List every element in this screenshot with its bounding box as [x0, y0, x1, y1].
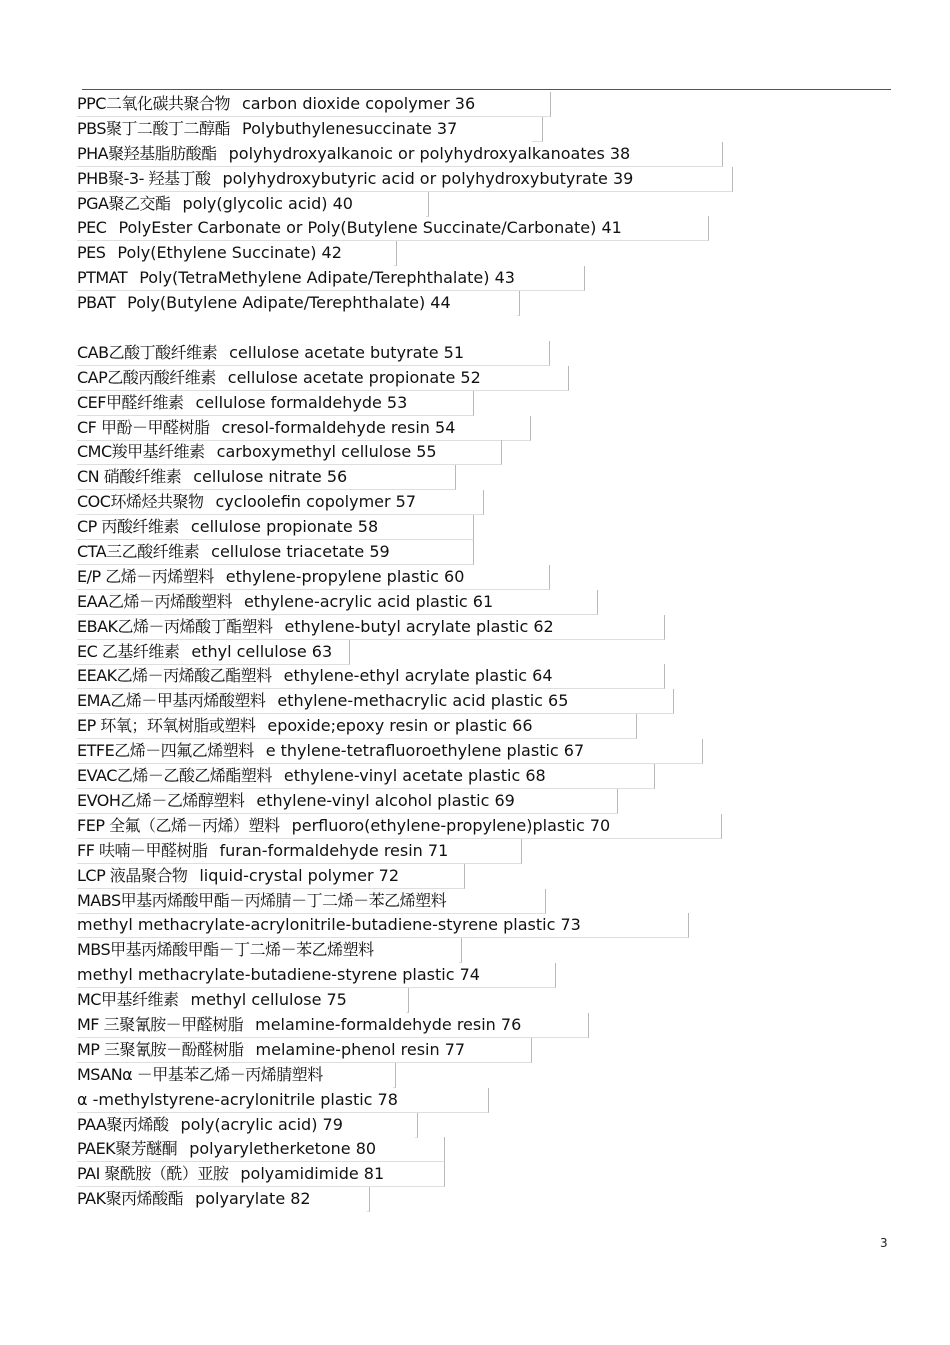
list-item	[77, 416, 897, 441]
term-en: furan-formaldehyde resin 71	[219, 840, 449, 860]
cell-border	[77, 689, 674, 714]
cell-border	[77, 142, 723, 167]
term-cn: MP 三聚氰胺－酚醛树脂	[77, 1039, 244, 1059]
list-item	[77, 1088, 897, 1113]
group-spacer	[77, 316, 897, 341]
term-cn: MBS甲基丙烯酸甲酯－丁二烯－苯乙烯塑料	[77, 940, 374, 960]
cell-border	[77, 465, 456, 490]
term-cn: PHA聚羟基脂肪酸酯	[77, 143, 217, 163]
term-cn: PTMAT	[77, 268, 128, 288]
list-item	[77, 814, 897, 839]
glossary-list	[77, 92, 897, 1212]
term-en: cellulose acetate propionate 52	[227, 367, 481, 387]
term-cn: PES	[77, 243, 106, 263]
list-item	[77, 615, 897, 640]
list-item	[77, 664, 897, 689]
cell-border	[77, 1137, 445, 1162]
term-en: Poly(TetraMethylene Adipate/Terephthalate) 43	[139, 268, 515, 288]
term-en: PolyEster Carbonate or Poly(Butylene Succinate/Carbonate) 41	[118, 218, 622, 238]
list-item	[77, 391, 897, 416]
list-item	[77, 266, 897, 291]
list-item	[77, 540, 897, 565]
term-en: perfluoro(ethylene-propylene)plastic 70	[291, 815, 611, 835]
cell-border	[77, 590, 598, 615]
term-cn: CTA三乙酸纤维素	[77, 542, 200, 562]
cell-border	[77, 540, 474, 565]
list-item	[77, 192, 897, 217]
term-cn: PAK聚丙烯酸酯	[77, 1189, 184, 1209]
list-item	[77, 241, 897, 266]
term-en: melamine-formaldehyde resin 76	[255, 1014, 522, 1034]
list-item	[77, 142, 897, 167]
term-cn: EMA乙烯－甲基丙烯酸塑料	[77, 691, 266, 711]
term-en: poly(glycolic acid) 40	[182, 193, 353, 213]
term-en: ethylene-acrylic acid plastic 61	[243, 591, 494, 611]
list-item	[77, 1013, 897, 1038]
list-item	[77, 938, 897, 963]
term-cn: MC甲基纤维素	[77, 990, 179, 1010]
term-cn: CMC羧甲基纤维素	[77, 442, 205, 462]
term-en: Poly(Ethylene Succinate) 42	[117, 243, 342, 263]
term-en: Polybuthylenesuccinate 37	[242, 118, 458, 138]
list-item	[77, 1187, 897, 1212]
term-en: polyarylate 82	[195, 1189, 311, 1209]
term-cn: CAP乙酸丙酸纤维素	[77, 367, 216, 387]
term-en: ethyl cellulose 63	[191, 641, 333, 661]
cell-border	[517, 291, 520, 316]
cell-border	[77, 615, 665, 640]
list-item	[77, 490, 897, 515]
term-en: carboxymethyl cellulose 55	[216, 442, 437, 462]
cell-border	[77, 664, 665, 689]
cell-border	[77, 366, 569, 391]
list-item	[77, 291, 897, 316]
list-item	[77, 366, 897, 391]
term-en: ethylene-vinyl acetate plastic 68	[283, 766, 546, 786]
term-cn: EAA乙烯－丙烯酸塑料	[77, 591, 232, 611]
list-item	[77, 216, 897, 241]
cell-border	[393, 1063, 396, 1088]
list-item	[77, 963, 897, 988]
term-cn: CEF甲醛纤维素	[77, 392, 184, 412]
term-cn: CF 甲酚－甲醛树脂	[77, 417, 210, 437]
list-item	[77, 789, 897, 814]
term-cn: LCP 液晶聚合物	[77, 865, 188, 885]
list-item	[77, 913, 897, 938]
term-en: melamine-phenol resin 77	[255, 1039, 466, 1059]
term-en: e thylene-tetrafluoroethylene plastic 67	[265, 741, 585, 761]
term-cn: EVAC乙烯－乙酸乙烯酯塑料	[77, 766, 272, 786]
term-cn: E/P 乙烯－丙烯塑料	[77, 566, 214, 586]
term-en: ethylene-methacrylic acid plastic 65	[277, 691, 569, 711]
list-item	[77, 739, 897, 764]
cell-border	[77, 1038, 532, 1063]
term-en: liquid-crystal polymer 72	[199, 865, 399, 885]
term-en: methyl cellulose 75	[190, 990, 347, 1010]
cell-border	[77, 714, 637, 739]
cell-border	[77, 440, 502, 465]
cell-border	[415, 1113, 418, 1138]
term-cn: PPC二氧化碳共聚合物	[77, 94, 230, 113]
term-en: cellulose propionate 58	[190, 517, 379, 537]
cell-border	[77, 490, 484, 515]
term-cn: EC 乙基纤维素	[77, 641, 180, 661]
term-en: polyamidimide 81	[240, 1164, 385, 1184]
cell-border	[77, 565, 550, 590]
list-item	[77, 92, 897, 117]
list-item	[77, 689, 897, 714]
term-en: cycloolefin copolymer 57	[215, 492, 417, 512]
cell-border	[77, 266, 585, 291]
cell-border	[77, 889, 546, 914]
list-item	[77, 465, 897, 490]
term-cn: CN 硝酸纤维素	[77, 467, 182, 487]
term-en: methyl methacrylate-acrylonitrile-butadiene-styrene plastic 73	[77, 915, 581, 935]
term-cn: CAB乙酸丁酸纤维素	[77, 342, 218, 362]
list-item	[77, 988, 897, 1013]
cell-border	[77, 963, 556, 988]
list-item	[77, 341, 897, 366]
term-cn: EEAK乙烯－丙烯酸乙酯塑料	[77, 666, 272, 686]
cell-border	[77, 864, 465, 889]
term-en: cellulose acetate butyrate 51	[229, 342, 464, 362]
term-cn: MF 三聚氰胺－甲醛树脂	[77, 1014, 244, 1034]
list-item	[77, 1113, 897, 1138]
term-cn: MSANα －甲基苯乙烯－丙烯腈塑料	[77, 1064, 323, 1084]
term-cn: PAI 聚酰胺（酰）亚胺	[77, 1164, 229, 1184]
cell-border	[77, 1013, 589, 1038]
term-cn: FF 呋喃－甲醛树脂	[77, 840, 208, 860]
term-en: ethylene-vinyl alcohol plastic 69	[256, 790, 515, 810]
cell-border	[77, 913, 689, 938]
term-en: ethylene-propylene plastic 60	[225, 566, 465, 586]
term-cn: PEC	[77, 218, 107, 238]
cell-border	[77, 640, 350, 665]
cell-border	[77, 216, 709, 241]
list-item	[77, 167, 897, 192]
term-en: Poly(Butylene Adipate/Terephthalate) 44	[127, 293, 451, 313]
list-item	[77, 1137, 897, 1162]
cell-border	[367, 1187, 370, 1212]
list-item	[77, 440, 897, 465]
list-item	[77, 714, 897, 739]
term-en: α -methylstyrene-acrylonitrile plastic 78	[77, 1089, 398, 1109]
term-en: cellulose nitrate 56	[193, 467, 348, 487]
cell-border	[532, 117, 543, 142]
term-cn: PHB聚-3- 羟基丁酸	[77, 168, 211, 188]
term-en: ethylene-butyl acrylate plastic 62	[284, 616, 554, 636]
list-item	[77, 1038, 897, 1063]
list-item	[77, 117, 897, 142]
term-cn: ETFE乙烯－四氟乙烯塑料	[77, 741, 254, 761]
term-en: poly(acrylic acid) 79	[180, 1114, 343, 1134]
page-number: 3	[880, 1236, 888, 1250]
term-cn: PGA聚乙交酯	[77, 193, 171, 213]
term-en: cellulose formaldehyde 53	[195, 392, 408, 412]
cell-border	[77, 789, 618, 814]
term-cn: COC环烯烃共聚物	[77, 492, 204, 512]
cell-border	[394, 241, 397, 266]
term-en: polyhydroxyalkanoic or polyhydroxyalkanoates 38	[228, 143, 631, 163]
cell-border	[77, 814, 722, 839]
cell-border	[77, 92, 551, 117]
term-en: ethylene-ethyl acrylate plastic 64	[283, 666, 553, 686]
list-item	[77, 565, 897, 590]
term-en: cresol-formaldehyde resin 54	[221, 417, 456, 437]
list-item	[77, 889, 897, 914]
term-cn: CP 丙酸纤维素	[77, 517, 179, 537]
term-en: cellulose triacetate 59	[211, 542, 390, 562]
term-en: polyaryletherketone 80	[189, 1139, 377, 1159]
cell-border	[77, 764, 655, 789]
cell-border	[77, 416, 531, 441]
term-cn: FEP 全氟（乙烯－丙烯）塑料	[77, 815, 280, 835]
term-en: epoxide;epoxy resin or plastic 66	[267, 716, 533, 736]
cell-border	[77, 739, 703, 764]
list-item	[77, 1162, 897, 1187]
term-cn: EVOH乙烯－乙烯醇塑料	[77, 790, 245, 810]
cell-border	[77, 341, 550, 366]
list-item	[77, 764, 897, 789]
term-cn: PAEK聚芳醚酮	[77, 1139, 178, 1159]
cell-border	[77, 391, 474, 416]
list-item	[77, 864, 897, 889]
cell-border	[77, 515, 474, 540]
cell-border	[77, 167, 733, 192]
cell-border	[77, 1162, 445, 1187]
list-item	[77, 590, 897, 615]
cell-border	[77, 1088, 489, 1113]
term-en: polyhydroxybutyric acid or polyhydroxybutyrate 39	[222, 168, 634, 188]
term-cn: MABS甲基丙烯酸甲酯－丙烯腈－丁二烯－苯乙烯塑料	[77, 890, 447, 910]
list-item	[77, 640, 897, 665]
header-rule	[82, 89, 891, 90]
cell-border	[77, 839, 522, 864]
cell-border	[406, 988, 409, 1013]
list-item	[77, 839, 897, 864]
list-item	[77, 1063, 897, 1088]
list-item	[77, 515, 897, 540]
term-en: carbon dioxide copolymer 36	[241, 94, 476, 113]
cell-border	[459, 938, 462, 963]
term-cn: EBAK乙烯－丙烯酸丁酯塑料	[77, 616, 273, 636]
term-cn: PBS聚丁二酸丁二醇酯	[77, 118, 231, 138]
term-cn: PBAT	[77, 293, 116, 313]
term-en: methyl methacrylate-butadiene-styrene plastic 74	[77, 965, 480, 985]
cell-border	[426, 192, 429, 217]
term-cn: EP 环氧；环氧树脂或塑料	[77, 716, 256, 736]
term-cn: PAA聚丙烯酸	[77, 1114, 169, 1134]
